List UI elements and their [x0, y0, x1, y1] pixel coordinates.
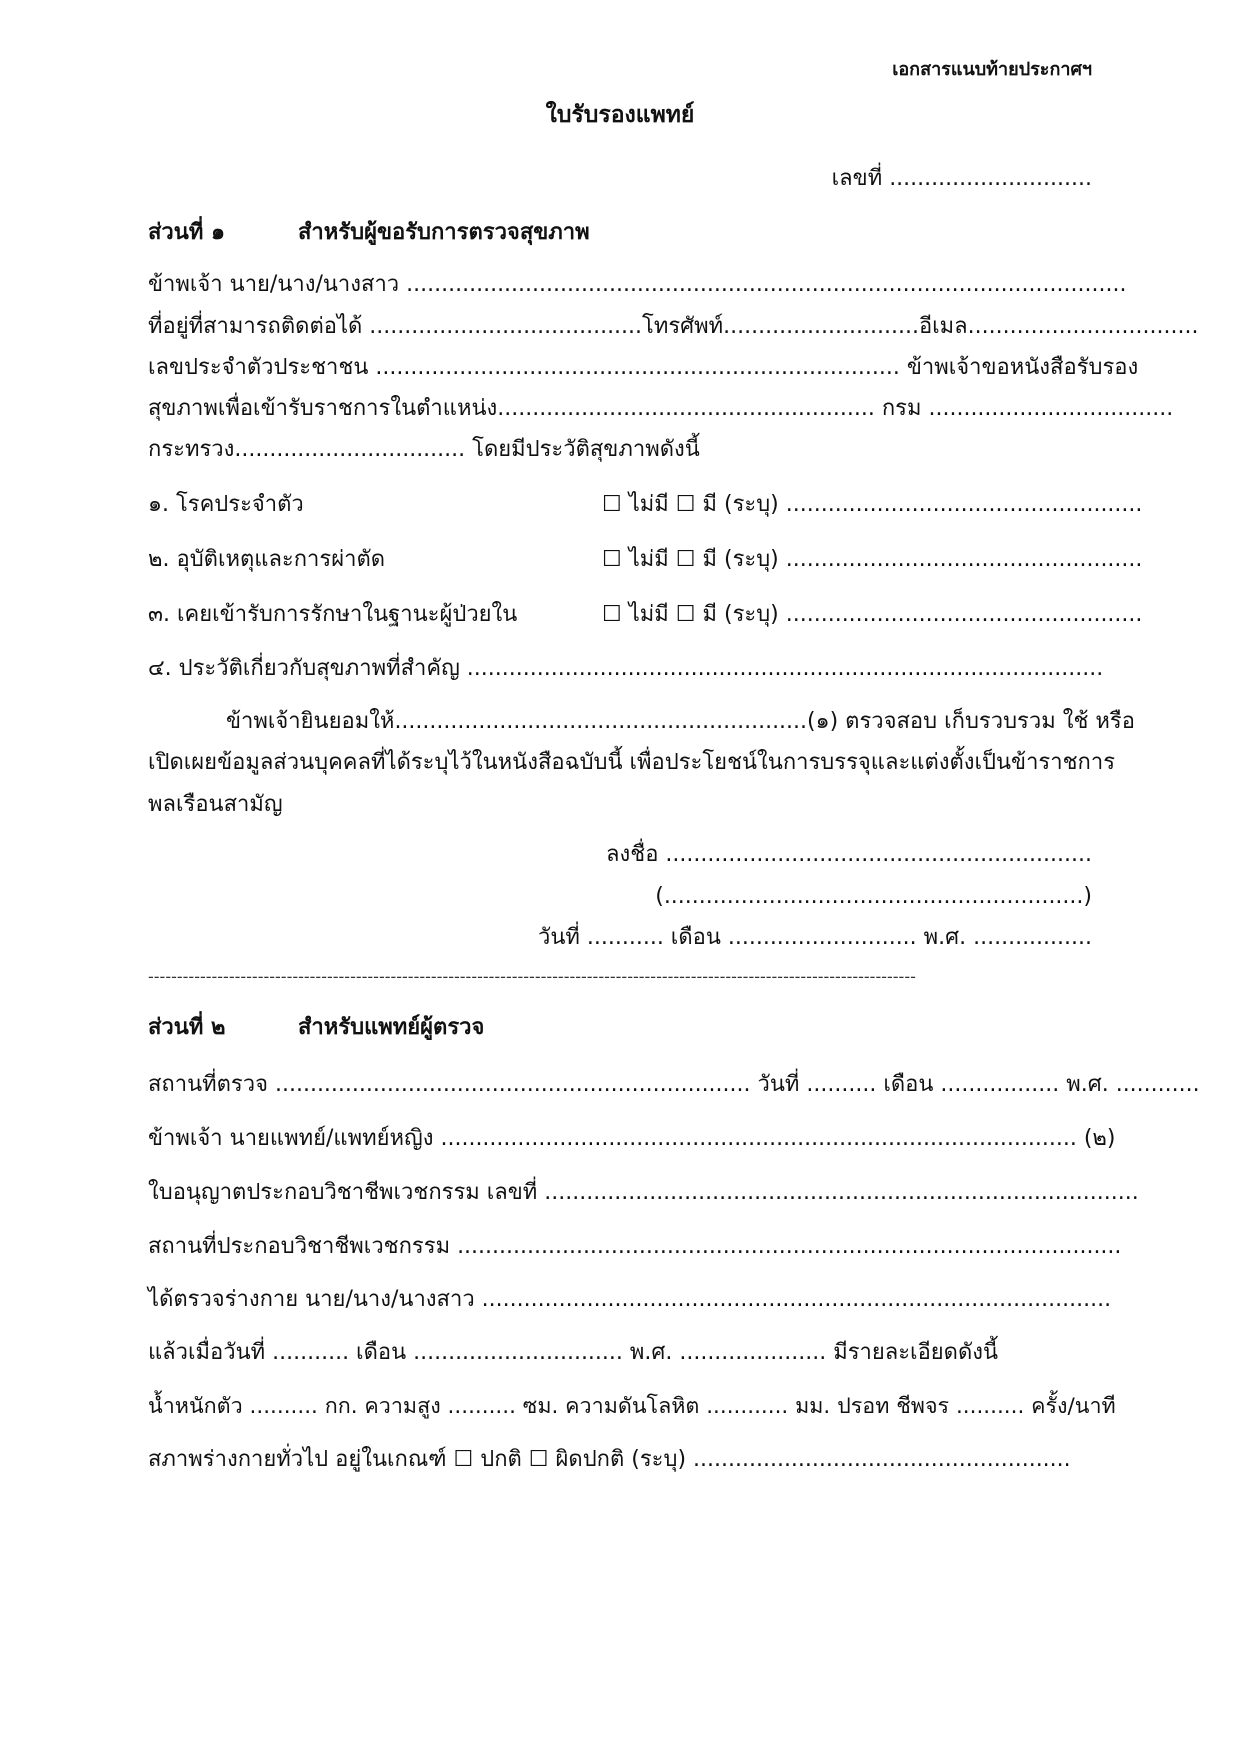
- consent-line-1: ข้าพเจ้ายินยอมให้...........................................................(๑) ตรวจสอบ เก็บรวบรวม ใช้ หรือ: [226, 709, 1135, 734]
- history-label: ๓. เคยเข้ารับการรักษาในฐานะผู้ป่วยใน: [148, 602, 518, 627]
- applicant-name-line: ข้าพเจ้า นาย/นาง/นางสาว .......................................................................................................: [148, 272, 1127, 297]
- ministry-line: กระทรวง................................. โดยมีประวัติสุขภาพดังนี้: [148, 437, 700, 462]
- doctor-name-line: ข้าพเจ้า นายแพทย์/แพทย์หญิง ........................................................................................... (๒): [148, 1126, 1116, 1151]
- history-label: ๒. อุบัติเหตุและการผ่าตัด: [148, 547, 386, 572]
- history-options: ☐ ไม่มี ☐ มี (ระบุ) ...................................................: [602, 492, 1143, 517]
- history-options: ☐ ไม่มี ☐ มี (ระบุ) ...................................................: [602, 547, 1143, 572]
- part2-title: สำหรับแพทย์ผู้ตรวจ: [298, 1015, 485, 1040]
- practice-place-line: สถานที่ประกอบวิชาชีพเวชกรรม ...............................................................................................: [148, 1234, 1122, 1259]
- license-number-line: ใบอนุญาตประกอบวิชาชีพเวชกรรม เลขที่ .....................................................................................: [148, 1180, 1139, 1205]
- history-options: ☐ ไม่มี ☐ มี (ระบุ) ...................................................: [602, 602, 1143, 627]
- signature-line: ลงชื่อ .............................................................: [606, 842, 1092, 867]
- general-condition-line: สภาพร่างกายทั่วไป อยู่ในเกณฑ์ ☐ ปกติ ☐ ผิดปกติ (ระบุ) ......................................................: [148, 1447, 1071, 1472]
- vital-signs-line: น้ำหนักตัว .......... กก. ความสูง .......... ซม. ความดันโลหิต ............ มม. ปรอท ชีพจร .......... ครั้ง/นาที: [148, 1394, 1116, 1419]
- history-label: ๑. โรคประจำตัว: [148, 492, 304, 517]
- history-item: [148, 600, 1143, 630]
- section-separator: -------------------------------------------------------------------------------------------------------------------------------------: [148, 967, 916, 986]
- important-history-line: ๔. ประวัติเกี่ยวกับสุขภาพที่สำคัญ ...........................................................................................: [148, 656, 1104, 681]
- page-title: ใบรับรองแพทย์: [545, 102, 695, 128]
- national-id-line: เลขประจำตัวประชาชน ........................................................................... ข้าพเจ้าขอหนังสือรับรอง: [148, 355, 1139, 380]
- history-item: [148, 490, 1143, 520]
- signature-name-line: (............................................................): [655, 884, 1092, 909]
- examined-person-line: ได้ตรวจร่างกาย นาย/นาง/นางสาว ..........................................................................................: [148, 1287, 1112, 1312]
- exam-date-line: แล้วเมื่อวันที่ ........... เดือน .............................. พ.ศ. ..................... มีรายละเอียดดังนี้: [148, 1340, 999, 1365]
- document-number: เลขที่ .............................: [831, 166, 1092, 191]
- consent-line-2: เปิดเผยข้อมูลส่วนบุคคลที่ได้ระบุไว้ในหนังสือฉบับนี้ เพื่อประโยชน์ในการบรรจุและแต่งตั้งเป็นข้าราชการ: [148, 750, 1116, 775]
- history-item: [148, 545, 1143, 575]
- position-line: สุขภาพเพื่อเข้ารับราชการในตำแหน่ง...................................................... กรม ...................................: [148, 396, 1174, 421]
- address-contact-line: ที่อยู่ที่สามารถติดต่อได้ .......................................โทรศัพท์............................อีเมล.................................: [148, 314, 1199, 339]
- signature-date-line: วันที่ ........... เดือน ........................... พ.ศ. .................: [538, 925, 1092, 950]
- part2-heading: [148, 1013, 1092, 1043]
- part1-title: สำหรับผู้ขอรับการตรวจสุขภาพ: [298, 220, 590, 245]
- consent-line-3: พลเรือนสามัญ: [148, 792, 283, 817]
- part2-label: ส่วนที่ ๒: [148, 1015, 226, 1040]
- exam-place-line: สถานที่ตรวจ .................................................................... วันที่ .......... เดือน ................. พ.ศ. ............: [148, 1072, 1200, 1097]
- part1-label: ส่วนที่ ๑: [148, 220, 225, 245]
- part1-heading: [148, 218, 1092, 248]
- header-note: เอกสารแนบท้ายประกาศฯ: [892, 59, 1092, 80]
